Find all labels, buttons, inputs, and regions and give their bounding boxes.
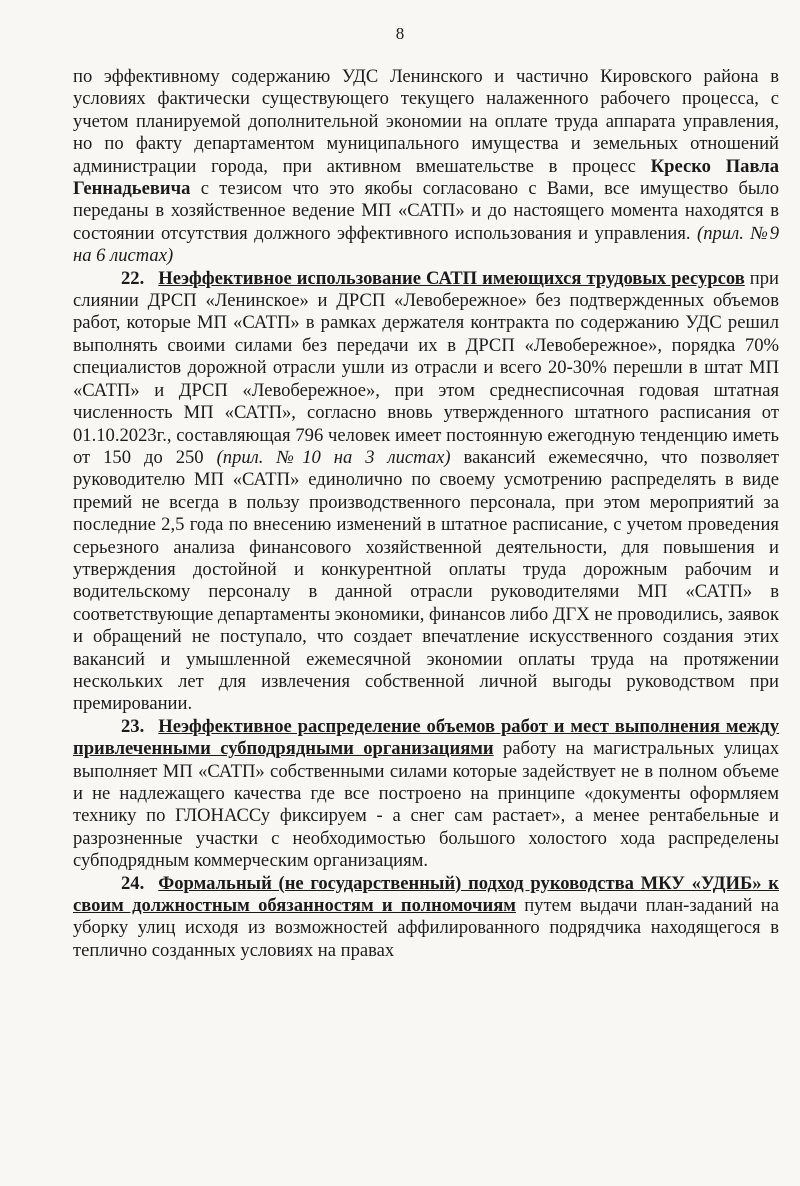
item-23-text: работу на магистральных улицах выполняет МП «САТП» собственными силами которые задействует не в полном объеме и не надлежащего качества где все построено на принципе «документы оформляем технику по ГЛОНАССу фиксируем - а снег сам растает», а менее рентабельные и разрозненные участки с необходимостью большого холостого хода распределены субподрядным коммерческим организациям. <box>73 738 780 872</box>
item-22-heading: Неэффективное использование САТП имеющихся трудовых ресурсов <box>158 267 745 289</box>
item-22-text-b: вакансий ежемесячно, что позволяет руководителю МП «САТП» единолично по своему усмотрению распределять в виде премий не всегда в пользу производственного персонала, при этом мероприятий за последние 2,5 года по внесению изменений в штатное расписание, с учетом проведения серьезного анализа финансового хозяйственной деятельности, для повышения и утверждения достойной и конкурентной оплаты труда дорожным рабочим и водительскому персоналу в данной отрасли руководителями МП «САТП» в соответствующие департаменты экономики, финансов либо ДГХ не проводились, заявок и обращений не поступало, что создает впечатление искусственного создания этих вакансий и умышленной ежемесячной экономии оплаты труда на протяжении нескольких лет для извлечения собственной личной выгоды руководством при премировании. <box>73 446 779 715</box>
intro-text-a: по эффективному содержанию УДС Ленинского и частично Кировского района в условиях фактически существующего текущего налаженного рабочего процесса, с учетом планируемой дополнительной экономии на оплате труда аппарата управления, но по факту департаментом муниципального имущества и земельных отношений администрации города, при активном вмешательстве в процесс <box>73 66 779 177</box>
item-22-text-a: при слиянии ДРСП «Ленинское» и ДРСП «Левобережное» без подтвержденных объемов работ, которые МП «САТП» в рамках держателя контракта по содержанию УДС решил выполнять своими силами без передачи их в ДРСП «Левобережное», порядка 70% специалистов дорожной отрасли ушли из отрасли и всего 20-30% перешли в штат МП «САТП» и ДРСП «Левобережное», при этом среднесписочная годовая штатная численность МП «САТП», согласно вновь утвержденного штатного расписания от 01.10.2023г., составляющая 796 человек имеет постоянную ежегодную тенденцию иметь от 150 до 250 <box>73 267 779 468</box>
item-22-number: 22. <box>121 267 145 289</box>
intro-name-bold: Креско Павла Геннадьевича <box>73 155 779 200</box>
paragraph-item-24 <box>73 873 779 963</box>
item-22-attachment-ref: (прил. №10 на 3 листах) <box>216 446 451 468</box>
item-23-number: 23. <box>121 715 145 737</box>
intro-attachment-ref: (прил. №9 на 6 листах) <box>73 222 779 267</box>
item-24-heading: Формальный (не государственный) подход руководства МКУ «УДИБ» к своим должностным обязанностям и полномочиям <box>73 872 779 917</box>
page-number: 8 <box>395 24 405 43</box>
item-24-number: 24. <box>121 872 145 894</box>
document-body <box>73 66 779 962</box>
item-24-text: путем выдачи план-заданий на уборку улиц исходя из возможностей аффилированного подрядчика находящегося в теплично созданных условиях на правах <box>73 895 779 961</box>
paragraph-item-23 <box>73 716 779 873</box>
intro-text-b: с тезисом что это якобы согласовано с Вами, все имущество было переданы в хозяйственное ведение МП «САТП» и до настоящего момента находятся в состоянии отсутствия должного эффективного использования и управления. <box>73 178 779 244</box>
paragraph-intro <box>73 66 779 268</box>
paragraph-item-22 <box>73 268 779 716</box>
item-23-heading: Неэффективное распределение объемов работ и мест выполнения между привлеченными субподрядными организациями <box>73 715 779 760</box>
